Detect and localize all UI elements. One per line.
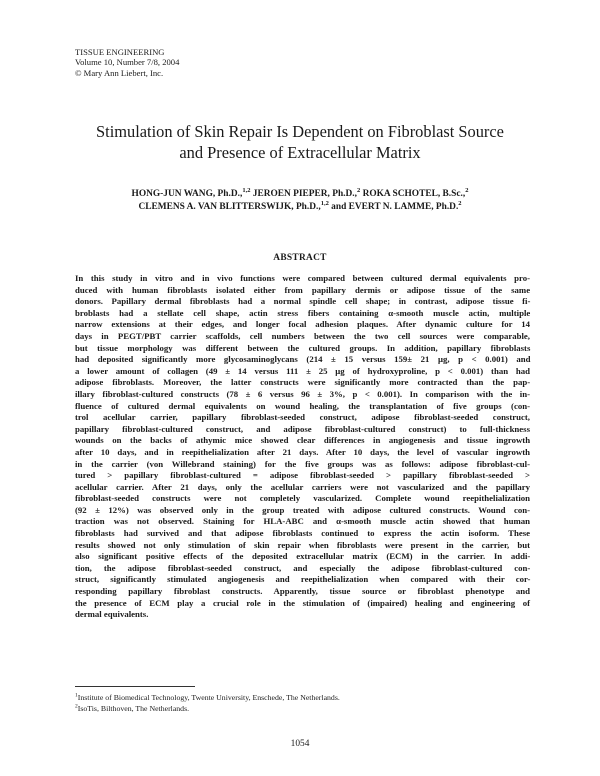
abstract-line: donors. Papillary dermal fibroblasts had a normal spindle cell shape; in contrast, adipose tissue fi- (75, 296, 531, 307)
author-name: and EVERT N. LAMME, Ph.D. (328, 201, 459, 212)
author-line (40, 188, 560, 201)
abstract-line: adipose fibroblasts. Moreover, the latter constructs were significantly more contracted than the pap- (75, 377, 531, 388)
abstract-body (75, 273, 530, 621)
footnote-text: Institute of Biomedical Technology, Twente University, Enschede, The Netherlands. (77, 693, 340, 702)
footnote-mark: 1 (75, 692, 78, 699)
title-line: and Presence of Extracellular Matrix (179, 142, 421, 162)
abstract-line: a lower amount of collagen (49 ± 14 versus 111 ± 25 μg of hydroxyproline, p < 0.001) than had (75, 365, 530, 376)
footnote (75, 692, 340, 703)
abstract-line: responding papillary fibroblast constructs. Apparently, tissue source or fibroblast phenotype and (75, 586, 530, 597)
abstract-line: the presence of ECM play a crucial role in the stimulation of (impaired) healing and engineering of (75, 597, 530, 608)
abstract-line: had deposited significantly more glycosaminoglycans (214 ± 15 versus 159± 21 μg, p < 0.001) and (75, 354, 531, 365)
author-list (40, 188, 560, 213)
author-affiliation-mark: 2 (465, 186, 469, 194)
footnote-text: IsoTis, Bilthoven, The Netherlands. (77, 704, 190, 714)
abstract-line: fibroblast-seeded constructs were not completely vascularized. Complete wound reepithelialization (75, 493, 530, 504)
abstract-line: acellular carrier. After 21 days, only the acellular carriers were not vascularized and the papillary (75, 481, 531, 492)
abstract-line: fibroblasts had survived and that adipose fibroblasts continued to express the actin isoform. These (75, 528, 530, 539)
abstract-line: but tissue morphology was different between the cultured groups. In addition, papillary fibroblasts (75, 342, 531, 353)
article-title (40, 122, 560, 163)
abstract-line: wounds on the backs of athymic mice showed clear differences in angiogenesis and tissue ingrowth (75, 435, 531, 446)
abstract-heading: ABSTRACT (273, 253, 327, 263)
author-name: CLEMENS A. VAN BLITTERSWIJK, Ph.D., (138, 201, 321, 212)
abstract-line: after 10 days, and in reepithelialization after 21 days. After 10 days, the level of vascular ingrowth (75, 446, 530, 457)
abstract-line: (92 ± 12%) was observed only in the group treated with adipose cultured constructs. Wound con- (75, 504, 530, 515)
footnote-divider (75, 686, 195, 687)
abstract-line: results showed not only stimulation of skin repair when fibroblasts were present in the carrier, but (75, 539, 530, 550)
abstract-line: In this study in vitro and in vivo functions were compared between cultured dermal equivalents pro- (75, 273, 530, 283)
title-line: Stimulation of Skin Repair Is Dependent on Fibroblast Source (96, 122, 504, 141)
footnotes (75, 692, 340, 715)
abstract-line: illary fibroblast-cultured constructs (78 ± 6 versus 96 ± 3%, p < 0.001). In comparison with the in- (75, 388, 530, 399)
journal-header (75, 47, 179, 78)
journal-name: TISSUE ENGINEERING (75, 47, 165, 57)
author-name: HONG-JUN WANG, Ph.D., (131, 189, 243, 199)
author-affiliation-mark: 1,2 (242, 186, 251, 194)
abstract-line: traction was not observed. Staining for HLA-ABC and α-smooth muscle actin showed that human (75, 516, 530, 527)
author-affiliation-mark: 2 (458, 199, 462, 207)
abstract-line: in the carrier (von Willebrand staining) for the five groups was as follows: adipose fibroblast-cul- (75, 458, 530, 469)
journal-copyright: © Mary Ann Liebert, Inc. (75, 67, 164, 78)
abstract-line: trol acellular carrier, papillary fibroblast-seeded construct, adipose fibroblast-seeded construct, (75, 412, 530, 423)
page-number: 1054 (290, 739, 310, 749)
abstract-line: broblasts had a stellate cell shape, actin stress fibers containing α-smooth muscle actin, multiple (75, 307, 531, 318)
author-line (40, 201, 560, 214)
abstract-line: narrow extensions at their edges, and longer focal adhesion plaques. After dynamic culture for 14 (75, 319, 530, 330)
abstract-line: tion, the adipose fibroblast-seeded construct, and especially the adipose fibroblast-cultured con- (75, 562, 531, 573)
abstract-line: also significant positive effects of the deposited extracellular matrix (ECM) in the carrier. In addi- (75, 551, 531, 562)
author-affiliation-mark: 2 (356, 186, 361, 194)
abstract-line: papillary fibroblast-cultured construct, and adipose fibroblast-cultured construct) to full-thickness (75, 423, 530, 434)
abstract-line: fluence of cultured dermal equivalents on wound healing, the transplantation of five groups (con- (75, 400, 530, 411)
author-name: JEROEN PIEPER, Ph.D., (250, 189, 357, 199)
author-affiliation-mark: 1,2 (320, 199, 329, 207)
abstract-line: struct, significantly stimulated angiogenesis and reepithelialization when compared with their cor- (75, 574, 531, 585)
abstract-line: days in PEGT/PBT carrier scaffolds, cell numbers between the two cell sources were comparable, (75, 330, 530, 341)
footnote-mark: 2 (75, 703, 78, 710)
abstract-line: dermal equivalents. (75, 609, 149, 620)
journal-volume: Volume 10, Number 7/8, 2004 (75, 57, 180, 68)
abstract-line: duced with human fibroblasts isolated either from papillary dermis or adipose tissue of the same (75, 284, 531, 295)
author-name: ROKA SCHOTEL, B.Sc., (360, 189, 466, 199)
abstract-line: tured > papillary fibroblast-cultured = adipose fibroblast-seeded > papillary fibroblast-seeded > (75, 470, 531, 481)
footnote (75, 703, 340, 714)
